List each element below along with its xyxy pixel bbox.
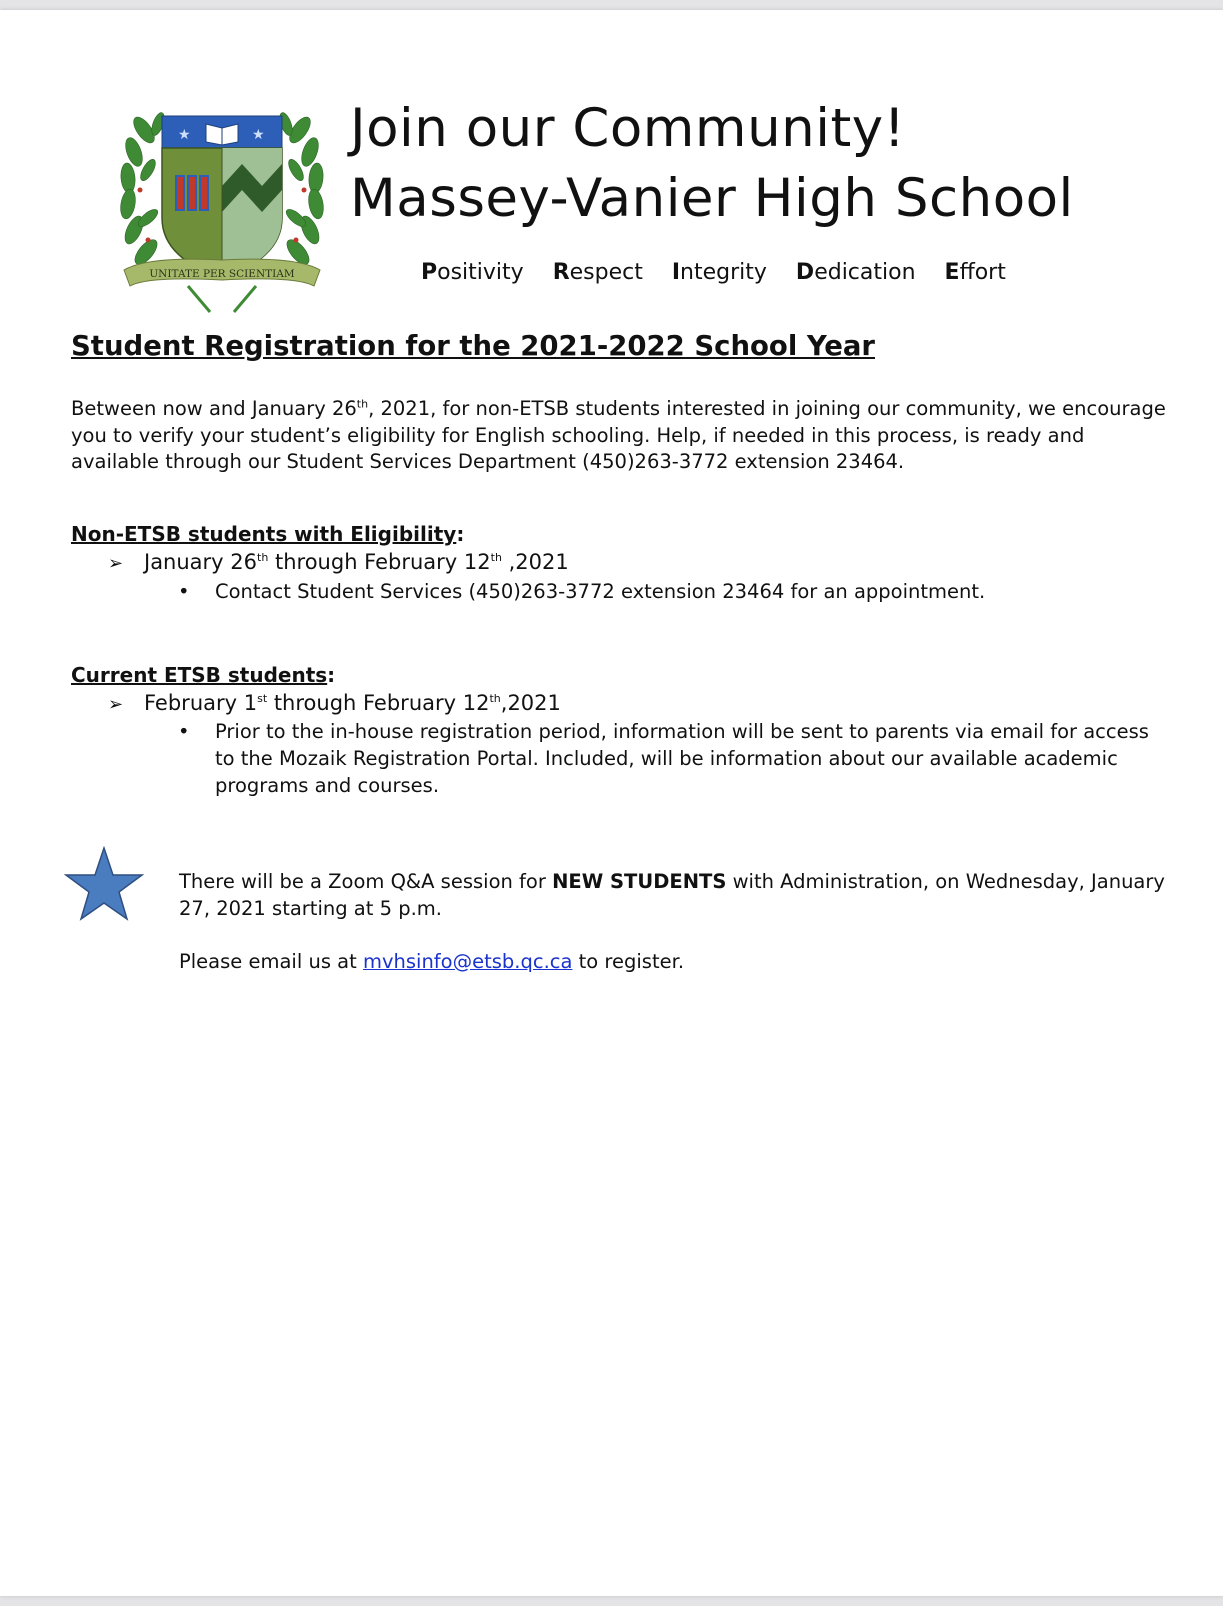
svg-text:★: ★: [178, 127, 191, 143]
intro-paragraph: Between now and January 26th, 2021, for non-ETSB students interested in joining our community, we encourage you to verify your student’s eligibility for English schooling. Help, if needed in this process, is ready and available through our Student Services Department (450)263-3772 extension 23464.: [71, 397, 1166, 473]
value-dedication: Dedication: [795, 260, 916, 285]
school-crest-logo: [118, 90, 326, 322]
section-current-etsb-bullet: • Prior to the in-house registration period, information will be sent to parents via email for access to the Mozaik Registration Portal. Included, will be information about our available academic programs and courses.: [178, 720, 1149, 797]
value-respect: Respect: [552, 260, 643, 285]
section-non-etsb-bullet: • Contact Student Services (450)263-3772 extension 23464 for an appointment.: [178, 580, 986, 603]
page-title: [350, 94, 1074, 234]
arrow-bullet-icon: ➢: [108, 553, 124, 574]
email-instruction: Please email us at mvhsinfo@etsb.qc.ca to register.: [179, 950, 685, 973]
value-integrity: Integrity: [671, 260, 767, 285]
section-current-etsb-title: Current ETSB students:: [71, 663, 336, 687]
value-effort: Effort: [944, 260, 1006, 285]
section-non-etsb-dates: ➢ January 26th through February 12th ,2021: [108, 550, 569, 574]
title-line-1: Join our Community!: [350, 98, 906, 159]
school-values: [421, 260, 1028, 285]
bullet-dot-icon: •: [178, 580, 190, 603]
title-line-2: Massey-Vanier High School: [350, 168, 1074, 229]
section-current-etsb-dates: ➢ February 1st through February 12th,2021: [108, 691, 561, 715]
arrow-bullet-icon: ➢: [108, 694, 124, 715]
star-icon: [64, 846, 144, 922]
zoom-session-info: There will be a Zoom Q&A session for NEW STUDENTS with Administration, on Wednesday, January 27, 2021 starting at 5 p.m.: [179, 870, 1165, 920]
svg-text:★: ★: [252, 127, 265, 143]
document-page: [0, 10, 1223, 1596]
crest-motto: UNITATE PER SCIENTIAM: [149, 268, 295, 280]
registration-heading: Student Registration for the 2021-2022 School Year: [71, 330, 875, 362]
section-non-etsb-title: Non-ETSB students with Eligibility:: [71, 522, 465, 546]
bullet-dot-icon: •: [178, 720, 190, 743]
email-link[interactable]: mvhsinfo@etsb.qc.ca: [362, 950, 573, 973]
value-positivity: Positivity: [421, 260, 524, 285]
